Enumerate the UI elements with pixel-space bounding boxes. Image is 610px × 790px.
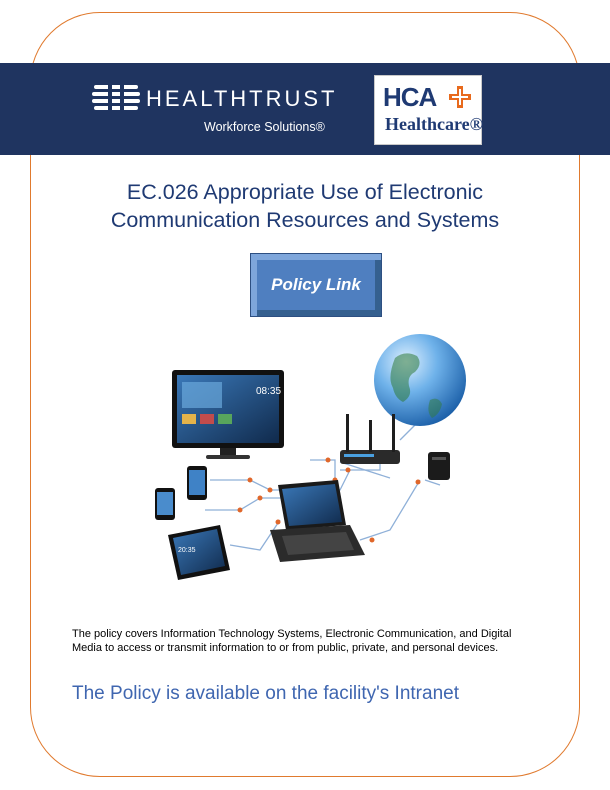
title-line-2: Communication Resources and Systems bbox=[110, 208, 500, 232]
policy-link-label[interactable]: Policy Link bbox=[271, 275, 361, 294]
policy-availability-note: The Policy is available on the facility's Intranet bbox=[72, 683, 459, 704]
hca-healthcare-text: Healthcare® bbox=[385, 114, 484, 134]
hca-healthcare-logo bbox=[374, 75, 482, 145]
smartphone-small-icon bbox=[155, 488, 175, 520]
healthtrust-subtitle: Workforce Solutions® bbox=[204, 120, 325, 134]
hca-wordmark: HCA bbox=[383, 82, 437, 112]
title-line-1: EC.026 Appropriate Use of Electronic bbox=[126, 180, 484, 204]
smartphone-icon bbox=[187, 466, 207, 500]
tv-clock-text: 08:35 bbox=[256, 386, 282, 397]
policy-description: The policy covers Information Technology Systems, Electronic Communication, and Digital Media to access or transmit information to or from public, private, and personal devices. bbox=[72, 628, 512, 654]
tablet-icon bbox=[168, 525, 230, 580]
healthtrust-name: HEALTHTRUST bbox=[146, 86, 338, 111]
hca-cross-icon bbox=[449, 86, 471, 108]
laptop-icon bbox=[270, 480, 365, 562]
external-drive-icon bbox=[428, 452, 450, 480]
page-title bbox=[40, 178, 570, 234]
healthtrust-globe-icon bbox=[92, 82, 140, 116]
globe-icon bbox=[374, 334, 466, 426]
wifi-router-icon bbox=[340, 414, 400, 464]
tv-monitor-icon bbox=[172, 370, 284, 459]
healthtrust-logo bbox=[92, 82, 357, 142]
policy-link-button[interactable] bbox=[250, 253, 382, 317]
connected-devices-illustration bbox=[150, 330, 470, 590]
tablet-clock-text: 20:35 bbox=[178, 547, 196, 554]
